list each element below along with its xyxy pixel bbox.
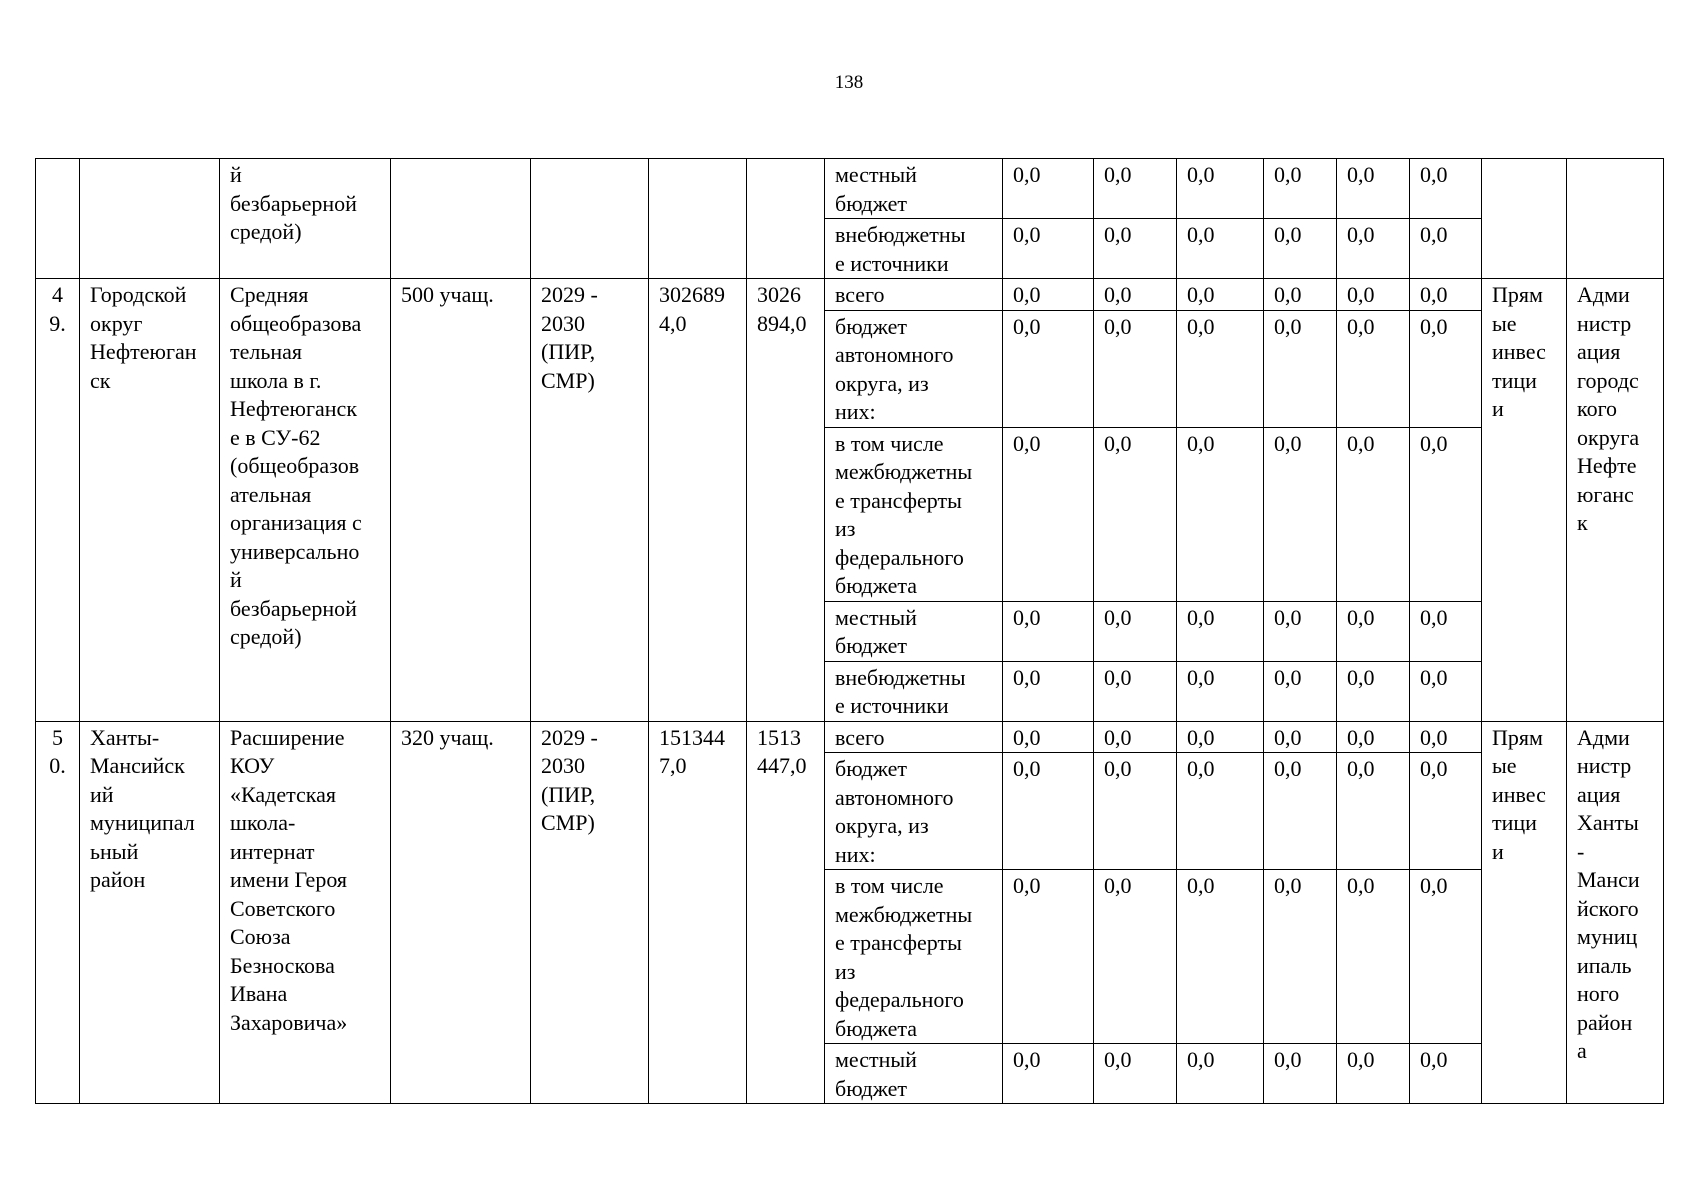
cell-value: 0,0 — [1094, 661, 1177, 721]
cell-value: 0,0 — [1003, 601, 1094, 661]
cell-source: бюджет автономного округа, из них: — [825, 310, 1003, 427]
cell-period: 2029 - 2030 (ПИР, СМР) — [531, 721, 649, 1104]
cell-value: 0,0 — [1410, 427, 1482, 601]
page-number: 138 — [834, 72, 864, 93]
cell-value: 0,0 — [1264, 601, 1337, 661]
cell-value: 0,0 — [1410, 753, 1482, 870]
cell-value: 0,0 — [1177, 753, 1264, 870]
cell-period — [531, 159, 649, 279]
cell-value: 0,0 — [1177, 310, 1264, 427]
cell-capacity: 320 учащ. — [391, 721, 531, 1104]
cell-source: бюджет автономного округа, из них: — [825, 753, 1003, 870]
cell-value: 0,0 — [1094, 870, 1177, 1044]
cell-value: 0,0 — [1094, 279, 1177, 311]
cell-value: 0,0 — [1003, 870, 1094, 1044]
cell-source: в том числе межбюджетны е трансферты из федерального бюджета — [825, 870, 1003, 1044]
cell-value: 0,0 — [1177, 427, 1264, 601]
cell-value: 0,0 — [1094, 310, 1177, 427]
table-row — [36, 279, 1664, 311]
cell-value: 0,0 — [1337, 870, 1410, 1044]
cell-value: 0,0 — [1264, 753, 1337, 870]
cell-value: 0,0 — [1410, 601, 1482, 661]
cell-customer: Адми нистр ация Ханты - Манси йского муниц ипаль ного район а — [1567, 721, 1664, 1104]
cell-value: 0,0 — [1177, 219, 1264, 279]
cell-mechanism — [1482, 159, 1567, 279]
cell-value: 0,0 — [1337, 427, 1410, 601]
cell-value: 0,0 — [1003, 159, 1094, 219]
cell-mechanism: Прям ые инвес тици и — [1482, 721, 1567, 1104]
cell-value: 0,0 — [1003, 661, 1094, 721]
cell-customer — [1567, 159, 1664, 279]
cell-source: внебюджетны е источники — [825, 219, 1003, 279]
cell-value: 0,0 — [1094, 219, 1177, 279]
cell-source: местный бюджет — [825, 1044, 1003, 1104]
cell-customer: Адми нистр ация городс кого округа Нефте юганс к — [1567, 279, 1664, 722]
cell-value: 0,0 — [1410, 870, 1482, 1044]
cell-value: 0,0 — [1337, 601, 1410, 661]
cell-cost-total: 302689 4,0 — [649, 279, 747, 722]
cell-source: местный бюджет — [825, 601, 1003, 661]
cell-capacity — [391, 159, 531, 279]
cell-cost-remaining — [747, 159, 825, 279]
cell-cost-remaining: 3026 894,0 — [747, 279, 825, 722]
cell-source: всего — [825, 721, 1003, 753]
cell-municipality: Городской округ Нефтеюган ск — [80, 279, 220, 722]
cell-value: 0,0 — [1177, 661, 1264, 721]
cell-capacity: 500 учащ. — [391, 279, 531, 722]
cell-value: 0,0 — [1003, 1044, 1094, 1104]
cell-value: 0,0 — [1094, 601, 1177, 661]
cell-object: Средняя общеобразова тельная школа в г. Нефтеюганск е в СУ-62 (общеобразов ательная организация с универсально й безбарьерной средой) — [220, 279, 391, 722]
cell-value: 0,0 — [1337, 310, 1410, 427]
cell-value: 0,0 — [1264, 159, 1337, 219]
cell-value: 0,0 — [1337, 753, 1410, 870]
cell-object: й безбарьерной средой) — [220, 159, 391, 279]
cell-value: 0,0 — [1264, 279, 1337, 311]
cell-cost-total — [649, 159, 747, 279]
cell-value: 0,0 — [1410, 279, 1482, 311]
cell-value: 0,0 — [1177, 870, 1264, 1044]
cell-value: 0,0 — [1094, 1044, 1177, 1104]
investment-table — [35, 158, 1664, 1104]
table-row — [36, 159, 1664, 219]
cell-value: 0,0 — [1264, 219, 1337, 279]
cell-value: 0,0 — [1264, 310, 1337, 427]
cell-value: 0,0 — [1337, 159, 1410, 219]
cell-value: 0,0 — [1337, 279, 1410, 311]
cell-value: 0,0 — [1003, 219, 1094, 279]
cell-value: 0,0 — [1337, 721, 1410, 753]
cell-value: 0,0 — [1410, 219, 1482, 279]
cell-value: 0,0 — [1003, 721, 1094, 753]
cell-value: 0,0 — [1337, 1044, 1410, 1104]
cell-value: 0,0 — [1003, 310, 1094, 427]
cell-value: 0,0 — [1410, 310, 1482, 427]
cell-source: в том числе межбюджетны е трансферты из федерального бюджета — [825, 427, 1003, 601]
cell-value: 0,0 — [1003, 427, 1094, 601]
cell-num: 5 0. — [36, 721, 80, 1104]
cell-value: 0,0 — [1264, 661, 1337, 721]
cell-object: Расширение КОУ «Кадетская школа- интернат имени Героя Советского Союза Безноскова Ивана Захаровича» — [220, 721, 391, 1104]
cell-value: 0,0 — [1177, 159, 1264, 219]
cell-value: 0,0 — [1410, 1044, 1482, 1104]
cell-num — [36, 159, 80, 279]
table-row — [36, 721, 1664, 753]
cell-value: 0,0 — [1264, 721, 1337, 753]
cell-municipality — [80, 159, 220, 279]
cell-value: 0,0 — [1410, 721, 1482, 753]
cell-mechanism: Прям ые инвес тици и — [1482, 279, 1567, 722]
cell-value: 0,0 — [1094, 753, 1177, 870]
cell-value: 0,0 — [1003, 753, 1094, 870]
cell-value: 0,0 — [1094, 721, 1177, 753]
cell-cost-total: 151344 7,0 — [649, 721, 747, 1104]
cell-value: 0,0 — [1003, 279, 1094, 311]
cell-value: 0,0 — [1264, 1044, 1337, 1104]
cell-period: 2029 - 2030 (ПИР, СМР) — [531, 279, 649, 722]
cell-source: всего — [825, 279, 1003, 311]
cell-value: 0,0 — [1094, 159, 1177, 219]
cell-source: внебюджетны е источники — [825, 661, 1003, 721]
cell-value: 0,0 — [1410, 159, 1482, 219]
cell-value: 0,0 — [1337, 219, 1410, 279]
cell-value: 0,0 — [1410, 661, 1482, 721]
cell-municipality: Ханты- Мансийск ий муниципал ьный район — [80, 721, 220, 1104]
cell-cost-remaining: 1513 447,0 — [747, 721, 825, 1104]
cell-source: местный бюджет — [825, 159, 1003, 219]
cell-num: 4 9. — [36, 279, 80, 722]
cell-value: 0,0 — [1337, 661, 1410, 721]
cell-value: 0,0 — [1264, 427, 1337, 601]
cell-value: 0,0 — [1177, 1044, 1264, 1104]
cell-value: 0,0 — [1177, 279, 1264, 311]
cell-value: 0,0 — [1177, 721, 1264, 753]
cell-value: 0,0 — [1094, 427, 1177, 601]
cell-value: 0,0 — [1177, 601, 1264, 661]
cell-value: 0,0 — [1264, 870, 1337, 1044]
